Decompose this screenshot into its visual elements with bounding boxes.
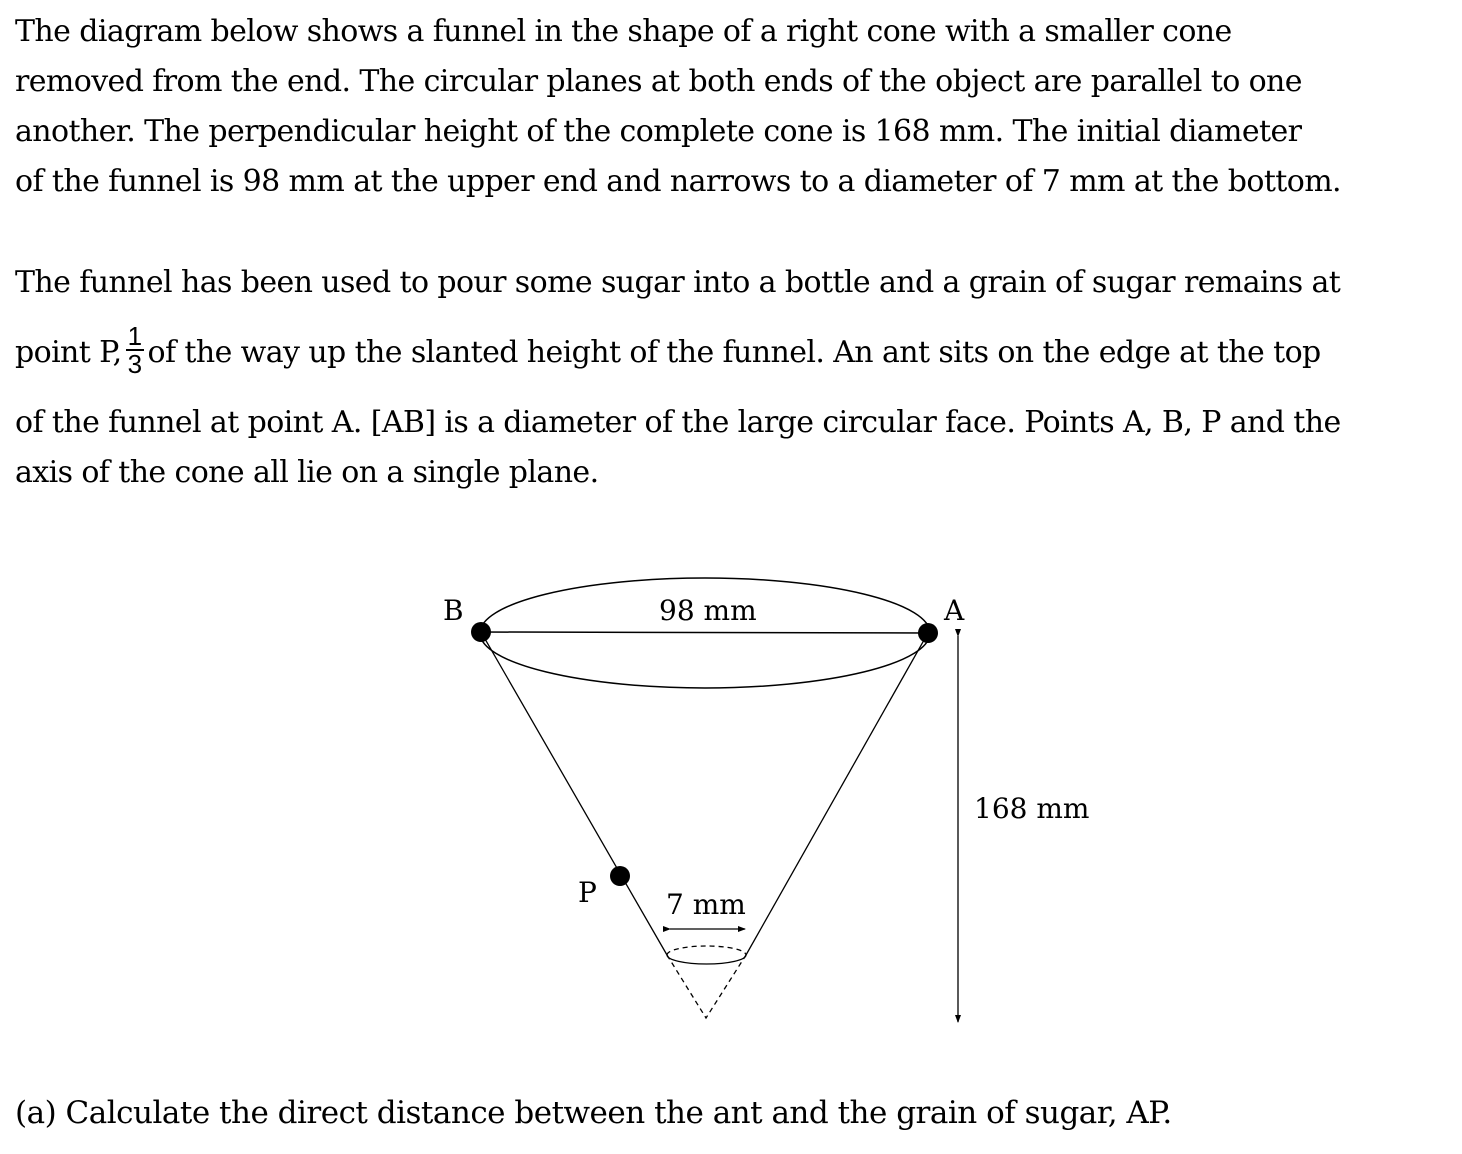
setup-text: of the way up the slanted height of the funnel. An ant sits on the edge at the top bbox=[147, 335, 1321, 370]
label-top-diameter: 98 mm bbox=[659, 594, 757, 627]
fraction-numerator: 1 bbox=[127, 321, 142, 351]
label-a: A bbox=[944, 594, 965, 627]
setup-line: of the funnel at point A. [AB] is a diameter of the large circular face. Points A, B, P and the bbox=[15, 405, 1341, 440]
label-height: 168 mm bbox=[974, 792, 1090, 825]
slant-side-left bbox=[481, 632, 667, 955]
bottom-face-back bbox=[667, 946, 746, 955]
point-a-dot bbox=[918, 623, 938, 643]
setup-text: point P, bbox=[15, 335, 122, 370]
label-b: B bbox=[443, 594, 464, 627]
setup-line: The funnel has been used to pour some sugar into a bottle and a grain of sugar remains at bbox=[15, 265, 1341, 300]
slant-side-right bbox=[746, 633, 928, 955]
bottom-face-front bbox=[667, 955, 746, 964]
label-p: P bbox=[578, 876, 597, 909]
intro-line: another. The perpendicular height of the complete cone is 168 mm. The initial diameter bbox=[15, 114, 1302, 149]
question-a: (a) Calculate the direct distance between the ant and the grain of sugar, AP. bbox=[15, 1095, 1172, 1131]
intro-line: of the funnel is 98 mm at the upper end and narrows to a diameter of 7 mm at the bottom. bbox=[15, 164, 1341, 199]
point-p-dot bbox=[610, 866, 630, 886]
diameter-ab bbox=[481, 632, 928, 633]
point-b-dot bbox=[471, 622, 491, 642]
label-bottom-diameter: 7 mm bbox=[666, 888, 746, 921]
intro-line: The diagram below shows a funnel in the shape of a right cone with a smaller cone bbox=[15, 14, 1232, 49]
intro-line: removed from the end. The circular planes at both ends of the object are parallel to one bbox=[15, 64, 1302, 99]
fraction-denominator: 3 bbox=[127, 349, 142, 379]
setup-line: axis of the cone all lie on a single plane. bbox=[15, 455, 599, 490]
